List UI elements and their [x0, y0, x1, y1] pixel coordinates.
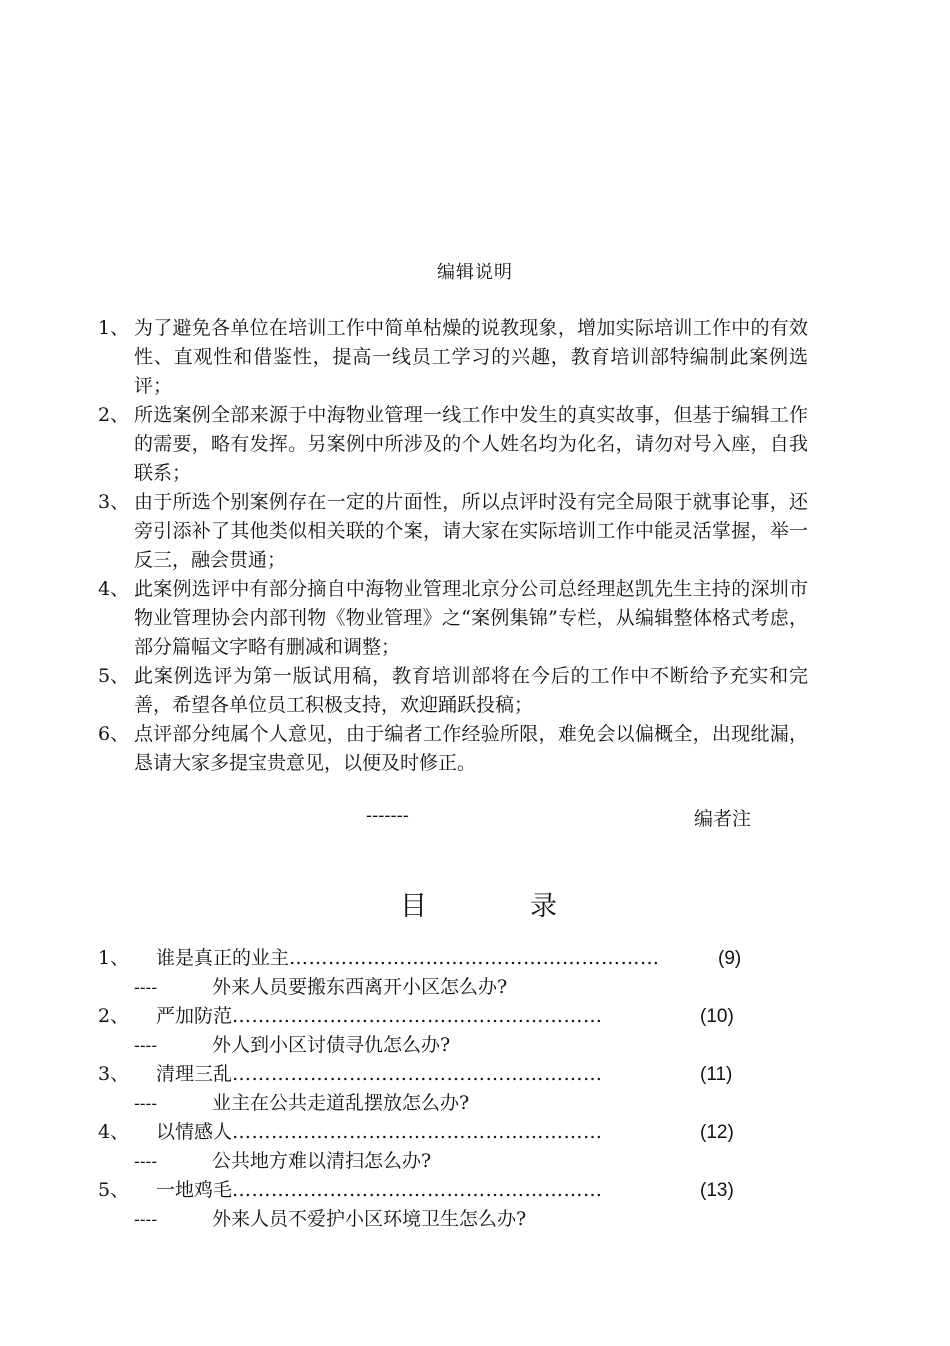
toc-entry[interactable] — [98, 1002, 798, 1031]
note-number: 3、 — [98, 491, 130, 513]
toc-entry-subtitle: 外来人员要搬东西离开小区怎么办? — [212, 976, 508, 998]
toc-entry-subtitle: 业主在公共走道乱摆放怎么办? — [212, 1092, 470, 1114]
note-number: 5、 — [98, 665, 130, 687]
note-number: 4、 — [98, 578, 130, 600]
toc-subentry — [98, 1031, 798, 1060]
table-of-contents — [98, 944, 798, 1234]
note-text: 由于所选个别案例存在一定的片面性，所以点评时没有完全局限于就事论事，还旁引添补了其他类似相关联的个案，请大家在实际培训工作中能灵活掌握，举一反三，融会贯通； — [134, 491, 808, 571]
signature-dashes: ------- — [366, 806, 409, 826]
toc-entry-subtitle: 外来人员不爱护小区环境卫生怎么办? — [212, 1208, 527, 1230]
toc-leader-dots: ………………………………………………… — [232, 1005, 603, 1027]
toc-subentry — [98, 1089, 798, 1118]
toc-entry-subtitle: 公共地方难以清扫怎么办? — [212, 1150, 432, 1172]
toc-entry-title: 清理三乱………………………………………………… — [156, 1063, 603, 1085]
toc-leader-dots: ………………………………………………… — [232, 1179, 603, 1201]
toc-dash: ---- — [134, 1094, 158, 1113]
note-number: 2、 — [98, 404, 130, 426]
toc-entry-page: (9) — [718, 948, 742, 969]
note-item — [98, 575, 808, 662]
toc-entry-number: 3、 — [98, 1063, 130, 1085]
toc-subentry — [98, 1147, 798, 1176]
editor-note-label: 编者注 — [694, 808, 752, 830]
toc-entry[interactable] — [98, 1060, 798, 1089]
note-item — [98, 662, 808, 720]
toc-dash: ---- — [134, 978, 158, 997]
note-text: 所选案例全部来源于中海物业管理一线工作中发生的真实故事，但基于编辑工作的需要，略有发挥。另案例中所涉及的个人姓名均为化名，请勿对号入座，自我联系； — [134, 404, 808, 484]
note-item — [98, 314, 808, 401]
toc-entry-page: (13) — [700, 1180, 734, 1201]
toc-subentry — [98, 1205, 798, 1234]
note-item — [98, 720, 808, 778]
toc-entry[interactable] — [98, 944, 798, 973]
toc-entry-page: (10) — [700, 1006, 734, 1027]
toc-entry-subtitle: 外人到小区讨债寻仇怎么办? — [212, 1034, 451, 1056]
toc-entry-number: 5、 — [98, 1179, 130, 1201]
editorial-notes-list — [98, 314, 808, 778]
note-item — [98, 401, 808, 488]
toc-entry[interactable] — [98, 1118, 798, 1147]
toc-dash: ---- — [134, 1152, 158, 1171]
toc-leader-dots: ………………………………………………… — [232, 1063, 603, 1085]
note-text: 为了避免各单位在培训工作中简单枯燥的说教现象，增加实际培训工作中的有效性、直观性和借鉴性，提高一线员工学习的兴趣，教育培训部特编制此案例选评； — [134, 317, 808, 397]
toc-entry-page: (11) — [700, 1064, 733, 1085]
toc-dash: ---- — [134, 1036, 158, 1055]
note-number: 6、 — [98, 723, 130, 745]
editorial-title: 编辑说明 — [437, 262, 513, 283]
toc-subentry — [98, 973, 798, 1002]
toc-entry-title: 一地鸡毛………………………………………………… — [156, 1179, 603, 1201]
toc-entry-number: 4、 — [98, 1121, 130, 1143]
toc-entry-title: 以情感人………………………………………………… — [156, 1121, 603, 1143]
toc-heading-char: 目 — [400, 891, 427, 922]
note-number: 1、 — [98, 317, 130, 339]
toc-leader-dots: ………………………………………………… — [232, 1121, 603, 1143]
toc-entry[interactable] — [98, 1176, 798, 1205]
toc-entry-number: 2、 — [98, 1005, 130, 1027]
toc-heading-char: 录 — [530, 891, 557, 922]
toc-leader-dots: ………………………………………………… — [289, 947, 660, 969]
note-item — [98, 488, 808, 575]
note-text: 此案例选评中有部分摘自中海物业管理北京分公司总经理赵凯先生主持的深圳市物业管理协会内部刊物《物业管理》之“案例集锦”专栏，从编辑整体格式考虑，部分篇幅文字略有删减和调整； — [134, 578, 808, 658]
toc-entry-title: 严加防范………………………………………………… — [156, 1005, 603, 1027]
toc-entry-page: (12) — [700, 1122, 734, 1143]
toc-dash: ---- — [134, 1210, 158, 1229]
note-text: 此案例选评为第一版试用稿，教育培训部将在今后的工作中不断给予充实和完善，希望各单位员工积极支持，欢迎踊跃投稿； — [134, 665, 808, 716]
note-text: 点评部分纯属个人意见，由于编者工作经验所限，难免会以偏概全，出现纰漏，恳请大家多提宝贵意见，以便及时修正。 — [134, 723, 808, 774]
toc-entry-title: 谁是真正的业主………………………………………………… — [156, 947, 660, 969]
toc-entry-number: 1、 — [98, 947, 130, 969]
